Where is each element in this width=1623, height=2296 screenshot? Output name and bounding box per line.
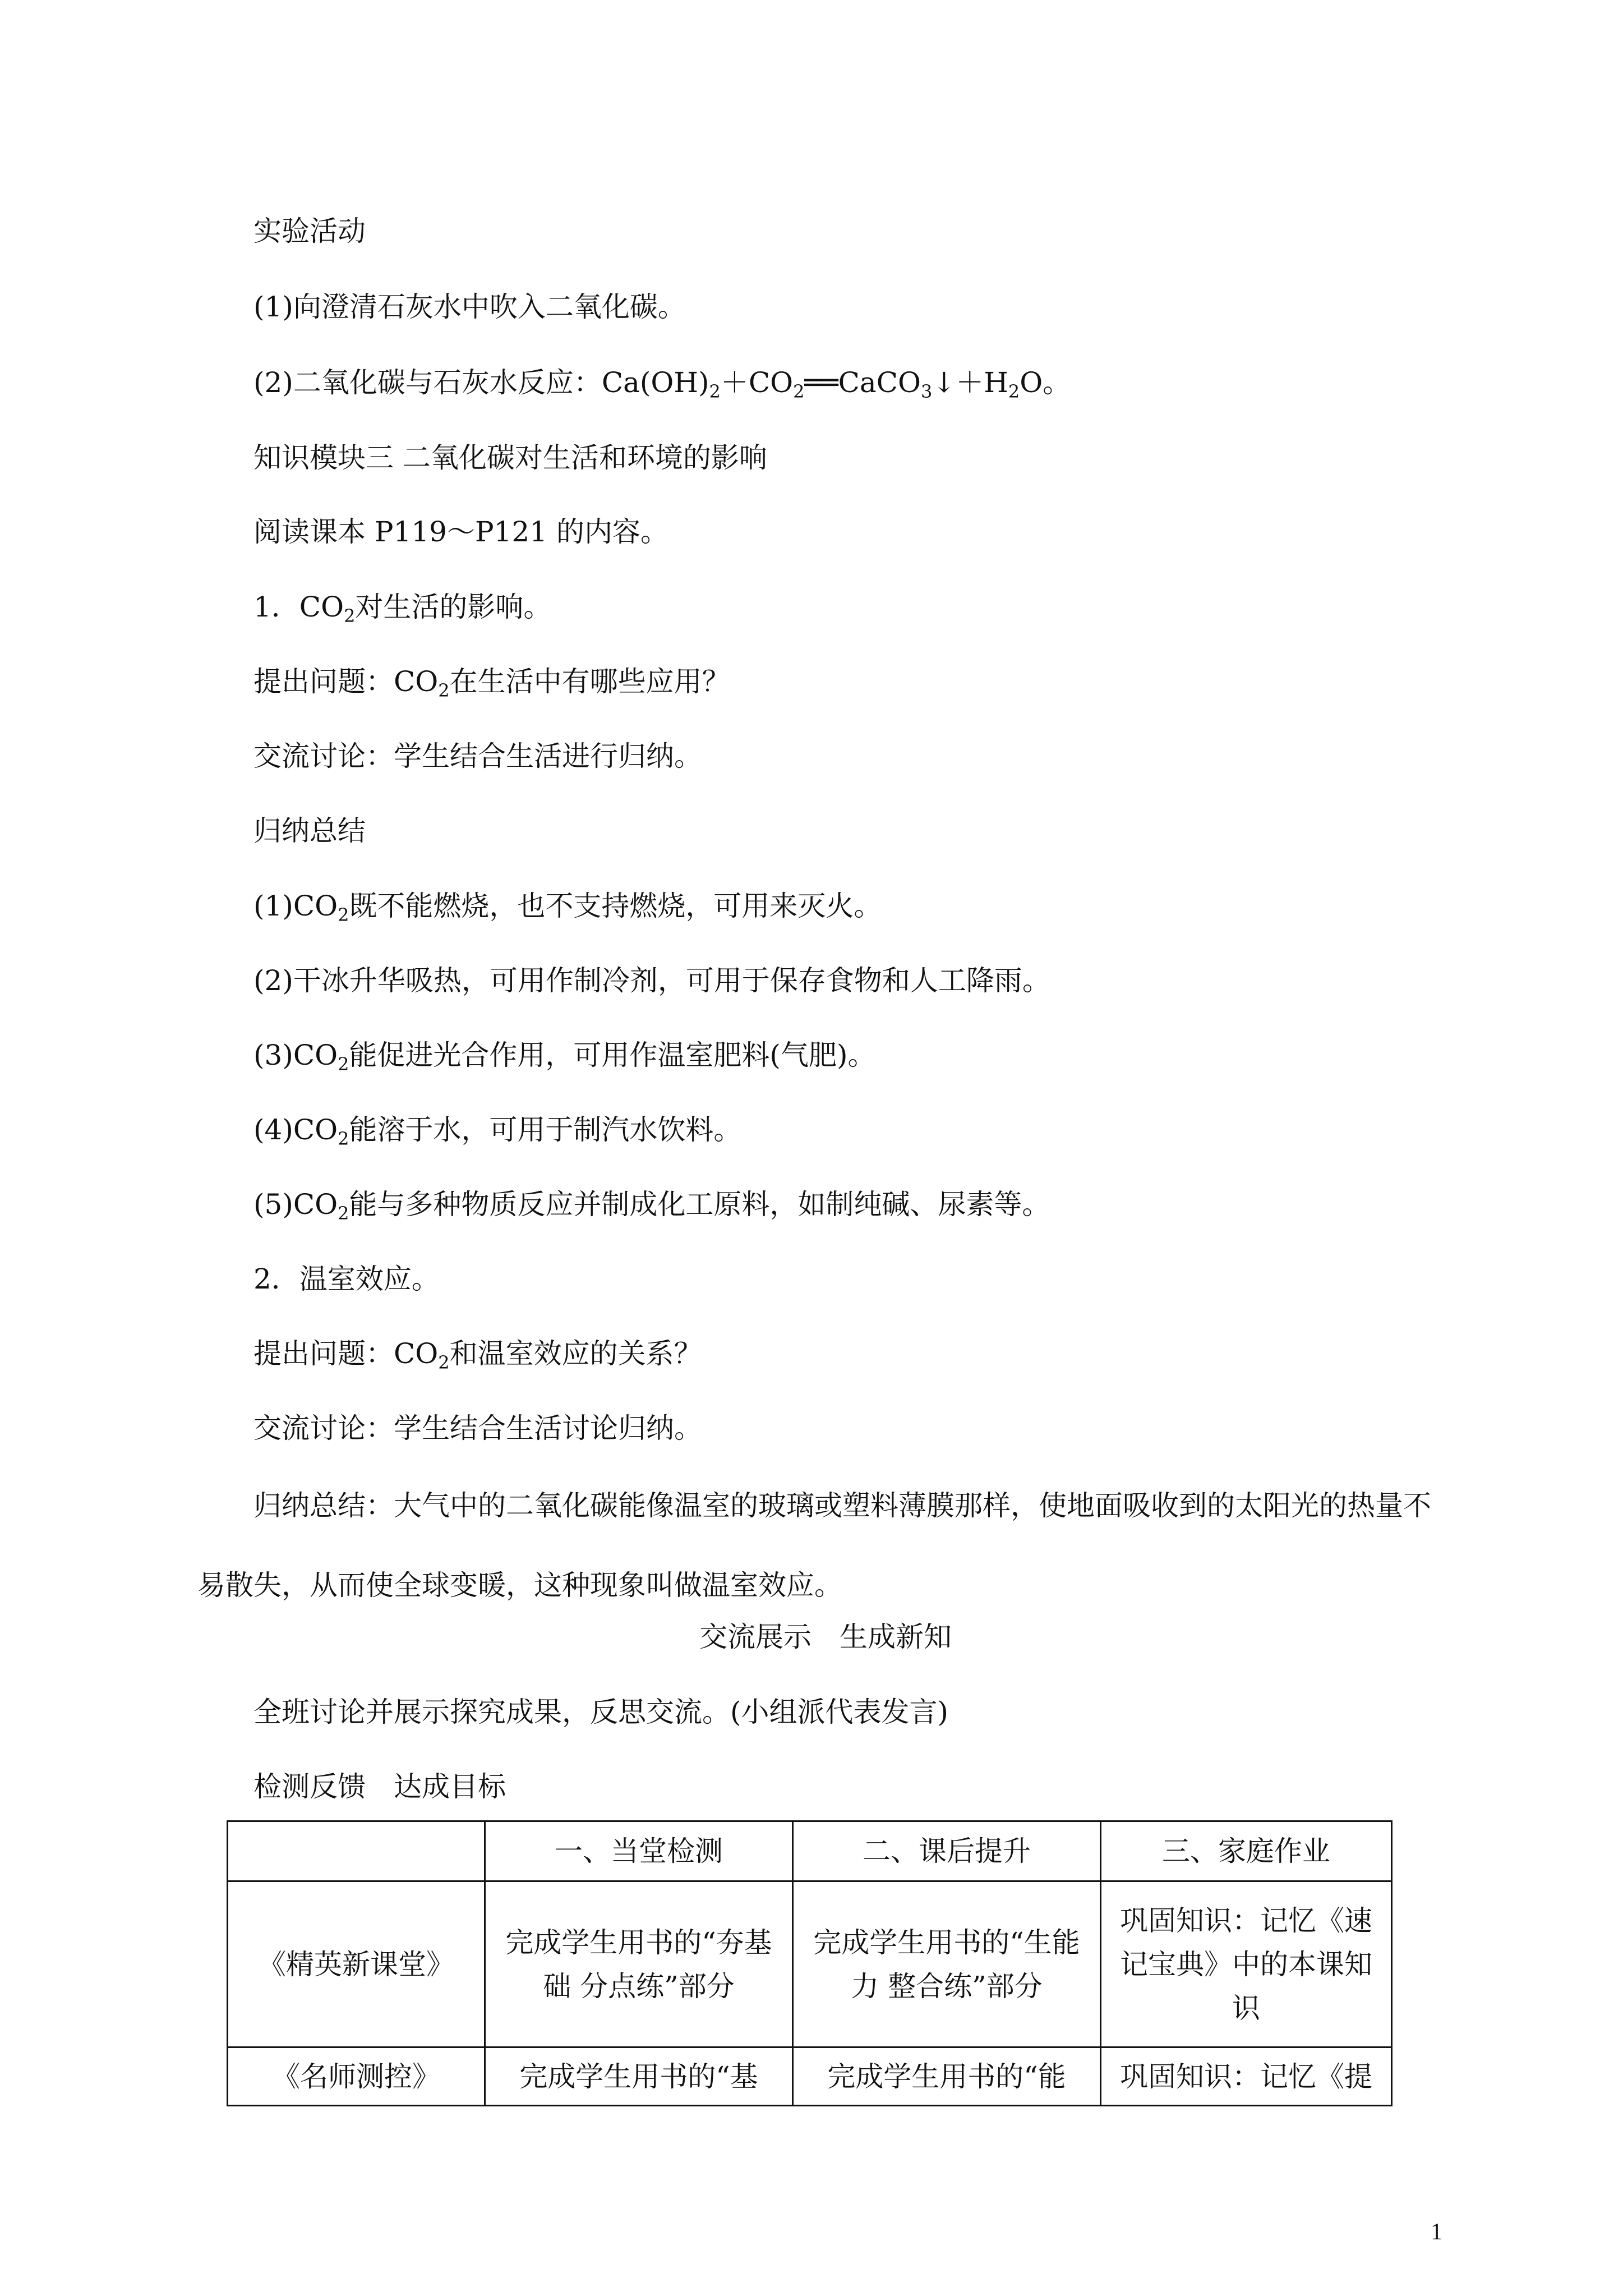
table-row	[228, 1881, 1392, 2047]
module-heading: 知识模块三 二氧化碳对生活和环境的影响	[253, 441, 767, 474]
text-line: 交流讨论：学生结合生活讨论归纳。	[253, 1412, 702, 1444]
table-header-cell: 二、课后提升	[793, 1821, 1101, 1881]
section-heading: 2．温室效应。	[253, 1263, 440, 1295]
page-number: 1	[1431, 2219, 1442, 2245]
table-header-cell	[228, 1821, 485, 1881]
table-cell: 巩固知识：记忆《速记宝典》中的本课知识	[1101, 1881, 1392, 2047]
text-line: $(3)CO_2$能促进光合作用，可用作温室肥料(气肥)。	[253, 1039, 876, 1075]
text-line: 提出问题：$CO_2$和温室效应的关系？	[253, 1337, 702, 1373]
summary-paragraph: 归纳总结：大气中的二氧化碳能像温室的玻璃或塑料薄膜那样，使地面吸收到的太阳光的热量不易散失，从而使全球变暖，这种现象叫做温室效应。	[197, 1489, 1431, 1602]
table-cell: 完成学生用书的“生能力 整合练”部分	[793, 1881, 1101, 2047]
table-cell: 《名师测控》	[228, 2047, 485, 2106]
text-line: (1)向澄清石灰水中吹入二氧化碳。	[253, 291, 686, 323]
text-line: 交流讨论：学生结合生活进行归纳。	[253, 740, 702, 772]
text-line: 全班讨论并展示探究成果，反思交流。(小组派代表发言)	[253, 1696, 949, 1728]
homework-table	[227, 1820, 1393, 2106]
table-cell: 完成学生用书的“能	[793, 2047, 1101, 2106]
table-cell: 完成学生用书的“基	[485, 2047, 793, 2106]
table-header-cell: 一、当堂检测	[485, 1821, 793, 1881]
table-header-cell: 三、家庭作业	[1101, 1821, 1392, 1881]
text-line: 归纳总结	[253, 815, 366, 847]
text-line: $(5)CO_2$能与多种物质反应并制成化工原料，如制纯碱、尿素等。	[253, 1188, 1050, 1224]
text-line: 阅读课本 P119～P121 的内容。	[253, 516, 668, 548]
table-header-row	[228, 1821, 1392, 1881]
section-heading: 1．$CO_2$对生活的影响。	[253, 591, 552, 627]
heading-experiment: 实验活动	[253, 215, 366, 247]
table-row	[228, 2047, 1392, 2106]
text-line: 检测反馈 达成目标	[253, 1770, 506, 1803]
text-line: $(1)CO_2$既不能燃烧，也不支持燃烧，可用来灭火。	[253, 890, 882, 926]
table-cell: 《精英新课堂》	[228, 1881, 485, 2047]
section-title: 交流展示 生成新知	[699, 1621, 952, 1653]
text-line: (2)干冰升华吸热，可用作制冷剂，可用于保存食物和人工降雨。	[253, 964, 1050, 997]
equation-line: (2)二氧化碳与石灰水反应：$Ca(OH)_2+CO_2══CaCO_3↓+H_2O$。	[253, 366, 1071, 402]
table-cell: 完成学生用书的“夯基础 分点练”部分	[485, 1881, 793, 2047]
text-line: $(4)CO_2$能溶于水，可用于制汽水饮料。	[253, 1114, 742, 1149]
table-cell: 巩固知识：记忆《提	[1101, 2047, 1392, 2106]
text-line: 提出问题：$CO_2$在生活中有哪些应用？	[253, 665, 730, 701]
